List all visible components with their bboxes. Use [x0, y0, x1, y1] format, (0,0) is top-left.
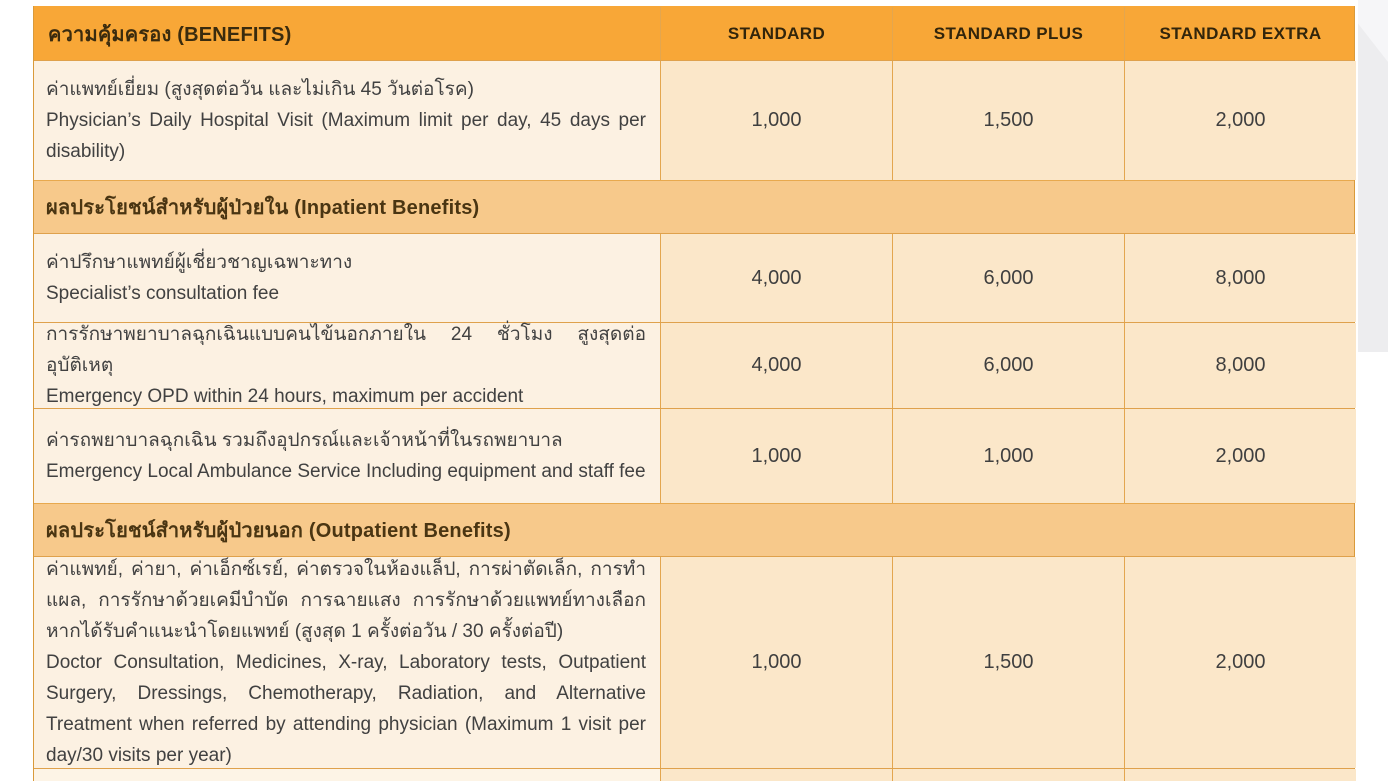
section-title: ผลประโยชน์สำหรับผู้ป่วยใน (Inpatient Benefits): [46, 197, 480, 219]
table-row-partial: [34, 768, 1354, 781]
benefit-name-thai: การรักษาพยาบาลฉุกเฉินแบบคนไข้นอกภายใน 24 ชั่วโมง สูงสุดต่ออุบัติเหตุ: [46, 324, 646, 376]
benefit-name-cell: [34, 61, 660, 180]
value-standard-extra: 2,000: [1124, 557, 1356, 768]
benefit-name-thai: ค่าปรึกษาแพทย์ผู้เชี่ยวชาญเฉพาะทาง: [46, 252, 353, 273]
page-edge-diagonal: [1358, 0, 1388, 62]
value-standard-plus: 6,000: [892, 323, 1124, 408]
section-header-inpatient: [34, 180, 1354, 233]
table-row: [34, 556, 1354, 768]
benefit-name-english: Physician’s Daily Hospital Visit (Maximum limit per day, 45 days per disability): [46, 110, 646, 162]
value-standard-extra: 2,000: [1124, 61, 1356, 180]
value-standard-extra: 8,000: [1124, 323, 1356, 408]
benefit-name-english: Emergency OPD within 24 hours, maximum per accident: [46, 386, 524, 407]
header-standard-cell: [660, 7, 892, 60]
value-standard: 1,000: [660, 61, 892, 180]
value-standard-plus: 6,000: [892, 234, 1124, 322]
benefit-name-cell: [34, 323, 660, 408]
value-standard: 1,000: [660, 557, 892, 768]
benefits-header-label: ความคุ้มครอง (BENEFITS): [48, 23, 292, 46]
section-title: ผลประโยชน์สำหรับผู้ป่วยนอก (Outpatient Benefits): [46, 520, 511, 542]
value-standard-plus: 1,500: [892, 61, 1124, 180]
benefit-name-cell: [34, 557, 660, 768]
value-standard-extra: 2,000: [1124, 409, 1356, 503]
value-standard-extra: [1124, 769, 1356, 781]
benefit-name-thai: ค่าแพทย์เยี่ยม (สูงสุดต่อวัน และไม่เกิน 45 วันต่อโรค): [46, 79, 474, 100]
table-row: [34, 60, 1354, 180]
column-header-standard-extra: STANDARD EXTRA: [1159, 23, 1322, 43]
header-standard-plus-cell: [892, 7, 1124, 60]
value-standard: [660, 769, 892, 781]
column-header-standard-plus: STANDARD PLUS: [933, 23, 1084, 43]
benefit-name-thai: ค่าแพทย์, ค่ายา, ค่าเอ็กซ์เรย์, ค่าตรวจในห้องแล็ป, การผ่าตัดเล็ก, การทำแผล, การรักษาด้วยเคมีบำบัด การฉายแสง การรักษาด้วยแพทย์ทางเลือก หากได้รับคำแนะนำโดยแพทย์ (สูงสุด 1 ครั้งต่อวัน / 30 ครั้งต่อปี): [46, 559, 646, 642]
value-standard-plus: 1,500: [892, 557, 1124, 768]
column-header-standard: STANDARD: [727, 23, 826, 43]
value-standard-plus: [892, 769, 1124, 781]
value-standard: 4,000: [660, 323, 892, 408]
section-header-outpatient: [34, 503, 1354, 556]
benefit-name-english: Emergency Local Ambulance Service Including equipment and staff fee: [46, 461, 646, 482]
table-row: [34, 322, 1354, 408]
value-standard: 4,000: [660, 234, 892, 322]
benefits-table: [33, 6, 1355, 781]
value-standard: 1,000: [660, 409, 892, 503]
table-row: [34, 233, 1354, 322]
table-header-row: [34, 6, 1354, 60]
benefit-name-thai: ค่ารถพยาบาลฉุกเฉิน รวมถึงอุปกรณ์และเจ้าหน้าที่ในรถพยาบาล: [46, 430, 563, 451]
value-standard-extra: 8,000: [1124, 234, 1356, 322]
benefit-name-english: Specialist’s consultation fee: [46, 283, 280, 304]
table-row: [34, 408, 1354, 503]
header-benefits-cell: [34, 7, 660, 60]
value-standard-plus: 1,000: [892, 409, 1124, 503]
benefit-name-english: Doctor Consultation, Medicines, X-ray, Laboratory tests, Outpatient Surgery, Dressings, Chemotherapy, Radiation, and Alternative Treatment when referred by attending physician (Maximum 1 visit per day/30 visits per year): [46, 652, 646, 766]
benefit-name-cell: [34, 769, 660, 781]
benefit-name-cell: [34, 234, 660, 322]
page-edge-strip: [1358, 0, 1388, 352]
benefit-name-cell: [34, 409, 660, 503]
header-standard-extra-cell: [1124, 7, 1356, 60]
